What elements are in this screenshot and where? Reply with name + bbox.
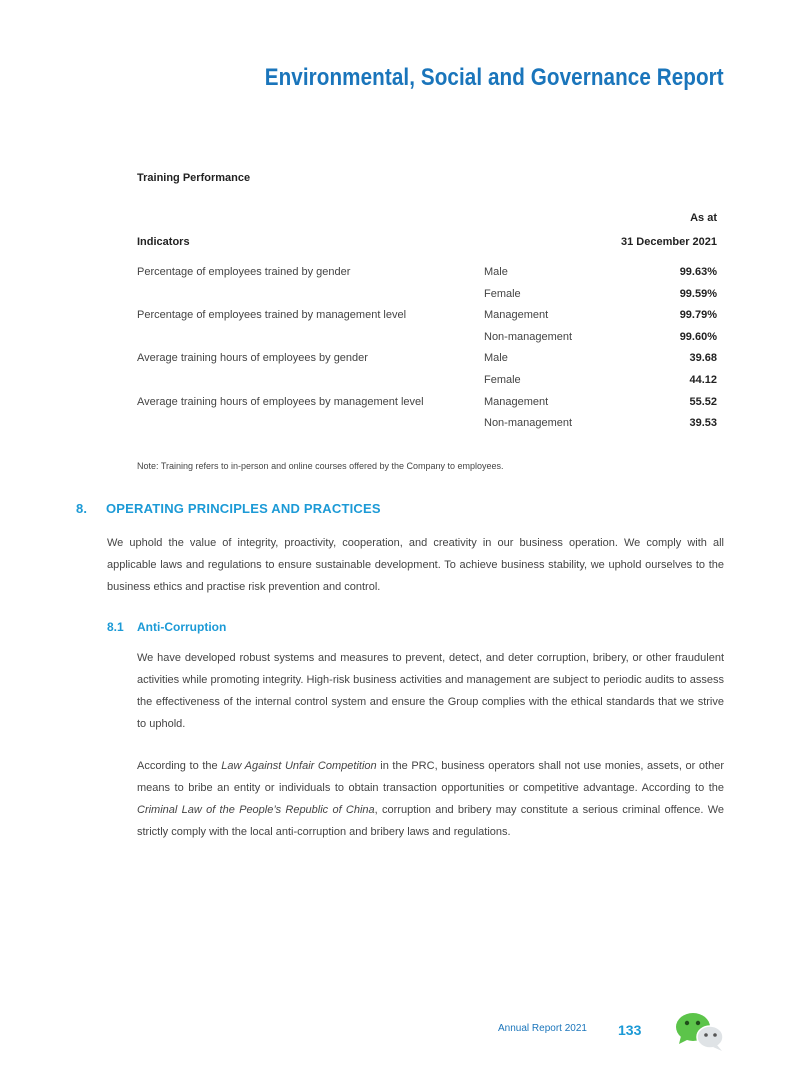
value-cell: 55.52 — [689, 395, 717, 408]
table-row — [137, 396, 717, 418]
subsection-number: 8.1 — [107, 620, 124, 634]
value-cell: 99.79% — [679, 309, 717, 322]
anti-corruption-paragraph-1: We have developed robust systems and measures to prevent, detect, and deter corruption, bribery, or other fraudulent activities while promoting integrity. High-risk business activities and management are subject to periodic audits to assess the effectiveness of the internal control system and ensure the Group complies with the ethical standards that we strive to uphold. — [137, 652, 724, 730]
table-note: Note: Training refers to in-person and online courses offered by the Company to employees. — [137, 461, 504, 471]
footer-report-label: Annual Report 2021 — [498, 1023, 587, 1034]
indicator-cell: Average training hours of employees by management level — [137, 395, 424, 408]
subsection-title: Anti-Corruption — [137, 620, 227, 634]
table-row — [137, 309, 717, 331]
report-title: Environmental, Social and Governance Report — [264, 64, 724, 91]
law-reference: Law Against Unfair Competition — [221, 760, 377, 772]
value-cell: 99.63% — [679, 266, 717, 278]
value-cell: 99.59% — [679, 287, 717, 300]
table-row — [137, 417, 717, 439]
column-header-as-at: As at — [690, 212, 717, 224]
category-cell: Non-management — [484, 417, 573, 430]
table-body — [137, 266, 717, 439]
section-paragraph: We uphold the value of integrity, proactivity, cooperation, and creativity in our business operation. We comply with all applicable laws and regulations to ensure sustainable development. To achieve business stability, we uphold ourselves to the business ethics and practise risk prevention and control. — [107, 537, 724, 593]
table-row — [137, 352, 717, 374]
page-number: 133 — [618, 1022, 642, 1038]
category-cell: Non-management — [484, 330, 573, 343]
table-row — [137, 266, 717, 288]
column-header-date: 31 December 2021 — [620, 236, 717, 248]
law-reference: Criminal Law of the People’s Republic of China — [137, 804, 375, 816]
category-cell: Female — [484, 287, 521, 300]
paragraph-text: in the PRC, business operators shall not use monies, assets, or other means to bribe an entity or individuals to obtain transaction opportunities or competitive advantage. According to the — [137, 760, 724, 794]
training-performance-heading: Training Performance — [137, 172, 251, 184]
column-header-indicators: Indicators — [137, 236, 190, 248]
section-heading — [76, 501, 381, 516]
value-cell: 99.60% — [679, 330, 717, 343]
indicator-cell: Average training hours of employees by gender — [137, 352, 368, 365]
table-row — [137, 331, 717, 353]
wechat-icon — [675, 1010, 725, 1052]
value-cell: 44.12 — [689, 373, 717, 386]
category-cell: Male — [484, 266, 508, 278]
section-title: OPERATING PRINCIPLES AND PRACTICES — [106, 501, 381, 516]
paragraph-text: , corruption and bribery may constitute a serious criminal offence. We strictly comply with the local anti-corruption and bribery laws and regulations. — [137, 804, 724, 838]
anti-corruption-paragraph-2 — [137, 755, 724, 843]
paragraph-text: According to the — [137, 760, 222, 772]
category-cell: Male — [484, 352, 508, 365]
value-cell: 39.68 — [689, 352, 717, 365]
category-cell: Female — [484, 373, 521, 386]
subsection-heading — [107, 620, 226, 634]
section-number: 8. — [76, 501, 88, 516]
category-cell: Management — [484, 309, 549, 322]
indicator-cell: Percentage of employees trained by management level — [137, 309, 407, 322]
indicator-cell: Percentage of employees trained by gender — [137, 266, 351, 278]
category-cell: Management — [484, 395, 549, 408]
table-row — [137, 374, 717, 396]
table-row — [137, 288, 717, 310]
value-cell: 39.53 — [689, 417, 717, 430]
